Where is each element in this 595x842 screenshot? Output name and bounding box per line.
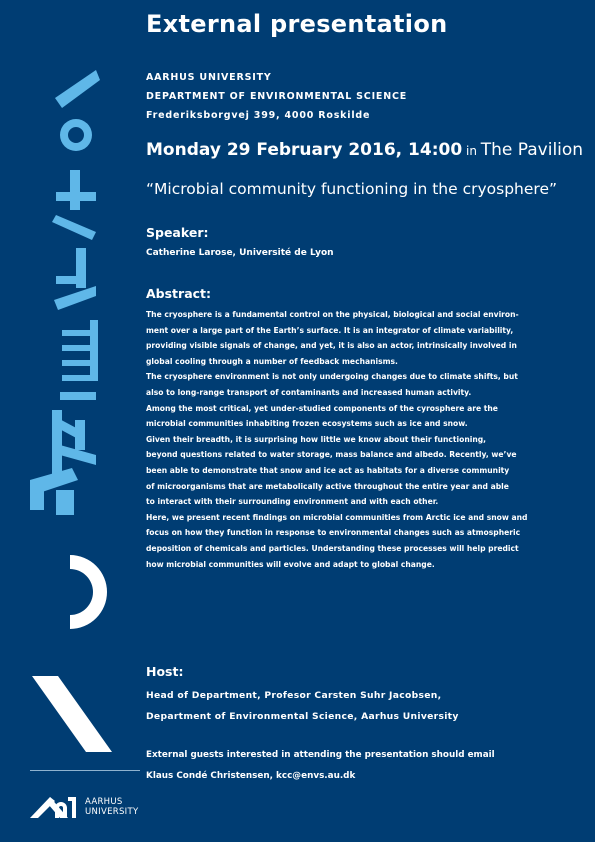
page-title: External presentation [146,10,448,38]
host-block [146,685,459,727]
decorative-graphic [0,0,140,842]
glyph-wave-icon [52,410,96,480]
au-seal-icon [30,797,76,818]
department-name: DEPARTMENT OF ENVIRONMENTAL SCIENCE [146,91,408,102]
abstract-line: how microbial communities will evolve and adapt to global change. [146,559,435,569]
glyph-six-icon [55,70,100,151]
au-logo-text [85,797,138,817]
slash-icon [32,676,112,752]
abstract-heading: Abstract: [146,286,212,301]
abstract-line: Here, we present recent findings on microbial communities from Arctic ice and snow and [146,512,528,522]
host-line-1: Head of Department, Profesor Carsten Suhr Jacobsen, [146,690,442,701]
abstract-line: also to long-range transport of contaminants and increased human activity. [146,387,472,397]
institution-block [146,68,407,125]
event-venue: The Pavilion [480,140,584,160]
abstract-line: providing visible signals of change, and yet, it is also an actor, intrinsically involved in [146,341,517,351]
abstract-body [146,307,528,572]
abstract-line: Among the most critical, yet under-studied components of the cyrosphere are the [146,403,498,413]
event-in-word: in [462,144,481,158]
external-guests-block [146,745,495,787]
abstract-line: to interact with their surrounding environment and with each other. [146,497,439,507]
glyph-comb-icon [60,320,98,400]
contact-email[interactable]: Klaus Condé Christensen, kcc@envs.au.dk [146,771,356,781]
abstract-line: global cooling through a number of feedback mechanisms. [146,356,398,366]
abstract-line: ment over a large part of the Earth’s surface. It is an integrator of climate variability, [146,325,514,335]
host-heading: Host: [146,664,184,679]
abstract-line: deposition of chemicals and particles. Understanding these processes will help predict [146,543,519,553]
speaker-name: Catherine Larose, Université de Lyon [146,248,334,258]
event-datetime-line [146,140,583,160]
event-datetime: Monday 29 February 2016, 14:00 [146,140,463,160]
talk-title: “Microbial community functioning in the cryosphere” [146,180,558,198]
guests-note: External guests interested in attending the presentation should email [146,750,495,760]
abstract-line: Given their breadth, it is surprising how little we know about their functioning, [146,434,487,444]
abstract-line: microbial communities inhabiting frozen ecosystems such as ice and snow. [146,419,468,429]
abstract-line: of microorganisms that are metabolically active throughout the entire year and able [146,481,509,491]
abstract-line: focus on how they function in response to environmental changes such as atmospheric [146,528,521,538]
host-line-2: Department of Environmental Science, Aarhus University [146,711,459,722]
half-circle-icon [70,555,107,629]
abstract-line: been able to demonstrate that snow and ice act as habitats for a diverse community [146,465,510,475]
glyph-arrow-icon [30,468,78,515]
logo-line-1: AARHUS [85,797,123,807]
address: Frederiksborgvej 399, 4000 Roskilde [146,110,371,121]
glyph-t-icon [52,170,96,240]
university-name: AARHUS UNIVERSITY [146,72,272,83]
abstract-line: beyond questions related to water storage, mass balance and albedo. Recently, we’ve [146,450,517,460]
glyph-e-icon [54,248,96,310]
logo-line-2: UNIVERSITY [85,807,139,817]
abstract-line: The cryosphere environment is not only undergoing changes due to climate shifts, but [146,372,518,382]
speaker-heading: Speaker: [146,225,209,240]
divider [30,770,140,771]
abstract-line: The cryosphere is a fundamental control on the physical, biological and social environ- [146,310,519,319]
